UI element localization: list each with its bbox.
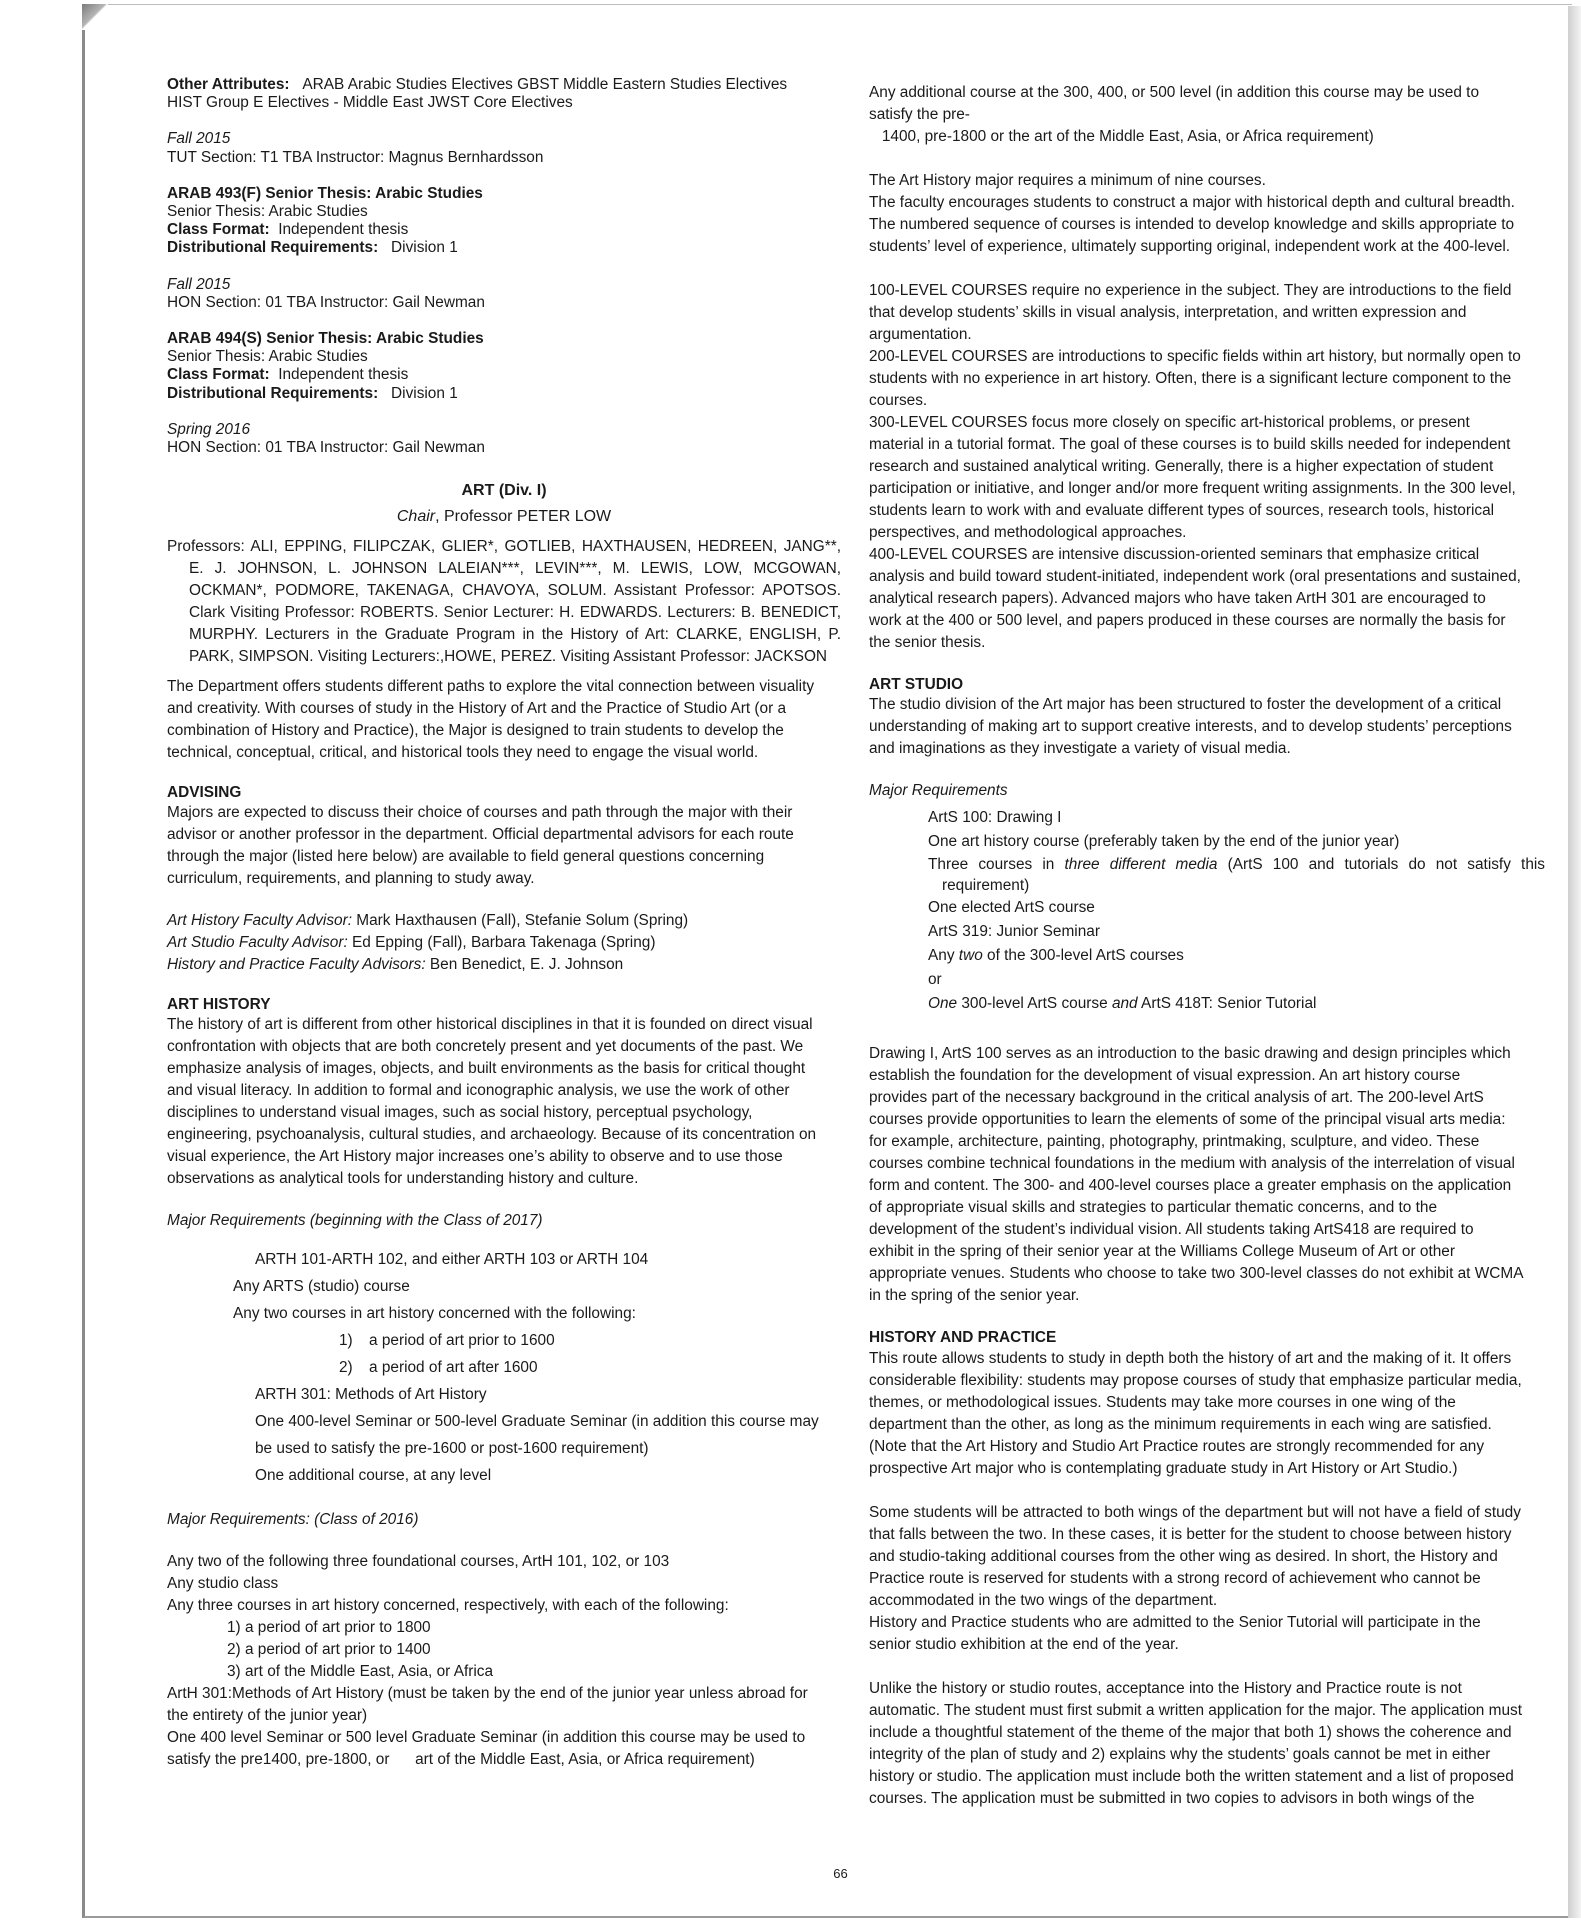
list-item: One 400-level Seminar or 500-level Graduate Seminar (in addition this course may bbox=[255, 1413, 819, 1431]
course-subtitle: Senior Thesis: Arabic Studies bbox=[167, 348, 368, 366]
list-item: ARTH 301: Methods of Art History bbox=[255, 1386, 487, 1404]
section-info: HON Section: 01 TBA Instructor: Gail Newman bbox=[167, 439, 485, 457]
chair-line: Chair, Professor PETER LOW bbox=[396, 508, 612, 526]
page-edge bbox=[1568, 6, 1581, 1918]
list-item: ArtS 319: Junior Seminar bbox=[928, 923, 1100, 941]
history-practice-paragraph: This route allows students to study in depth both the history of art and the making of it. It offers considerable flexibility: students may propose courses of study that emphasize particular media, themes, or methodological issues. Students may take more courses in one wing of the department than the other, as long as the minimum requirements in each wing are satisfied. (Note that the Art History and Studio Art Practice routes are strongly recommended for any prospective Art major who is contemplating graduate study in Art History or Art Studio.) bbox=[869, 1349, 1522, 1477]
list-item: 3) art of the Middle East, Asia, or Africa bbox=[227, 1663, 494, 1681]
list-item: 2) a period of art after 1600 bbox=[339, 1359, 538, 1377]
department-heading: ART (Div. I) bbox=[461, 482, 547, 500]
course-levels-paragraph: 100-LEVEL COURSES require no experience in the subject. They are introductions to the field that develop students’ skills in visual analysis, interpretation, and written expression and argumentation. 200-LEVEL COURSES are introductions to specific fields within art history, but normally open to students with no experience in art history. Often, there is a significant lecture component to the courses. 300-LEVEL COURSES focus more closely on specific art-historical problems, or present material in a tutorial format. The goal of these courses is to build skills needed for independent research and sustained analytical writing. Generally, there is a higher expectation of student participation or initiative, and longer and/or more frequent writing assignments. In the 300 level, students learn to work with and evaluate different types of sources, research tools, historical perspectives, and methodological approaches. 400-LEVEL COURSES are intensive discussion-oriented seminars that emphasize critical analysis and build toward student-initiated, independent work (oral presentations and sustained, analytical research papers). Advanced majors who have taken ArtH 301 are encouraged to work at the 400 or 500 level, and papers produced in these courses are normally the basis for the senior thesis. bbox=[869, 282, 1521, 651]
faculty-list: Professors: ALI, EPPING, FILIPCZAK, GLIER*, GOTLIEB, HAXTHAUSEN, HEDREEN, JANG**, E. J. JOHNSON, L. JOHNSON LALEIAN***, LEVIN***, M. LEWIS, LOW, MCGOWAN, OCKMAN*, PODMORE, TAKENAGA, CHAVOYA, SOLUM. Assistant Professor: APOTSOS. Clark Visiting Professor: ROBERTS. Senior Lecturer: H. EDWARDS. Lecturers: B. BENEDICT, MURPHY. Lecturers in the Graduate Program in the History of Art: CLARKE, ENGLISH, P. PARK, SIMPSON. Visiting Lecturers:,HOWE, PEREZ. Visiting Assistant Professor: JACKSON bbox=[167, 537, 841, 665]
section-heading-history-practice: HISTORY AND PRACTICE bbox=[869, 1329, 1057, 1347]
studio-requirements-list bbox=[869, 806, 1545, 1016]
term-label: Spring 2016 bbox=[167, 420, 251, 438]
left-column bbox=[167, 76, 841, 1771]
history-practice-paragraph-3: Unlike the history or studio routes, acceptance into the History and Practice route is not automatic. The student must first submit a written application for the major. The application must include a thoughtful statement of the theme of the major that both 1) shows the coherence and integrity of the plan of study and 2) explains why the students’ goals cannot be met in either history or studio. The application must include both the written statement and a list of proposed courses. The application must be submitted in two copies to advisors in both wings of the bbox=[869, 1679, 1522, 1807]
page-corner-fold bbox=[82, 4, 108, 30]
class-format: Class Format: Independent thesis bbox=[167, 366, 409, 384]
intro-paragraph: The Department offers students different paths to explore the vital connection between visuality and creativity. With courses of study in the History of Art and the Practice of Studio Art (or a combination of History and Practice), the Major is designed to train students to develop the technical, conceptual, critical, and historical tools they need to engage the visual world. bbox=[167, 677, 815, 761]
requirements-2017-heading: Major Requirements (beginning with the Class of 2017) bbox=[167, 1212, 543, 1230]
list-item: 2) a period of art prior to 1400 bbox=[227, 1641, 431, 1659]
advisor-list bbox=[167, 910, 841, 976]
list-item: ArtS 100: Drawing I bbox=[928, 809, 1062, 827]
list-item: One 400 level Seminar or 500 level Graduate Seminar (in addition this course may be used to bbox=[167, 1729, 806, 1747]
other-attributes-line2: HIST Group E Electives - Middle East JWST Core Electives bbox=[167, 94, 573, 112]
additional-course-paragraph: Any additional course at the 300, 400, or 500 level (in addition this course may be used to satisfy the pre- 1400, pre-1800 or the art of the Middle East, Asia, or Africa requirement) bbox=[869, 84, 1480, 145]
history-practice-paragraph-2: Some students will be attracted to both wings of the department but will not have a field of study that falls between the two. In these cases, it is better for the student to choose between history and studio-taking additional courses from the other wing as desired. In short, the History and Practice route is reserved for students with a strong record of achievement who cannot be accommodated in the two wings of the department. History and Practice students who are admitted to the Senior Tutorial will participate in the senior studio exhibition at the end of the year. bbox=[869, 1503, 1521, 1653]
right-column bbox=[869, 82, 1545, 1810]
dist-req: Distributional Requirements: Division 1 bbox=[167, 384, 458, 402]
advisor-history-practice: History and Practice Faculty Advisors: Ben Benedict, E. J. Johnson bbox=[167, 955, 624, 973]
drawing-paragraph: Drawing I, ArtS 100 serves as an introduction to the basic drawing and design principles which establish the foundation for the development of visual expression. An art history course provides part of the necessary background in the critical analysis of art. The 200-level ArtS courses provide opportunities to learn the elements of some of the principal visual arts media: for example, architecture, painting, photography, printmaking, sculpture, and video. These courses combine technical foundations in the medium with analysis of the interrelation of visual form and content. The 300- and 400-level courses place a greater emphasis on the application of appropriate visual skills and strategies to particular thematic concerns, and to the development of the student’s individual vision. All students taking ArtS418 are required to exhibit in the spring of their senior year at the Williams College Museum of Art or other appropriate venues. Students who choose to take two 300-level classes do not exhibit at WCMA in the spring of the senior year. bbox=[869, 1045, 1524, 1305]
course-subtitle: Senior Thesis: Arabic Studies bbox=[167, 203, 368, 221]
studio-requirements-heading: Major Requirements bbox=[869, 782, 1008, 800]
course-title-arab494: ARAB 494(S) Senior Thesis: Arabic Studies bbox=[167, 330, 484, 348]
advisor-art-studio: Art Studio Faculty Advisor: Ed Epping (Fall), Barbara Takenaga (Spring) bbox=[167, 933, 656, 951]
art-studio-paragraph: The studio division of the Art major has been structured to foster the development of a critical understanding of making art to support creative interests, and to develop students’ perceptions and imaginations as they investigate a variety of visual media. bbox=[869, 696, 1512, 758]
advisor-art-history: Art History Faculty Advisor: Mark Haxthausen (Fall), Stefanie Solum (Spring) bbox=[167, 911, 689, 929]
class-format: Class Format: Independent thesis bbox=[167, 221, 409, 239]
minimum-courses-paragraph: The Art History major requires a minimum of nine courses. The faculty encourages students to construct a major with historical depth and cultural breadth. The numbered sequence of courses is intended to develop knowledge and skills appropriate to students’ level of experience, ultimately supporting original, independent work at the 400-level. bbox=[869, 172, 1515, 255]
section-info: HON Section: 01 TBA Instructor: Gail Newman bbox=[167, 293, 485, 311]
list-item: 1) a period of art prior to 1600 bbox=[339, 1332, 555, 1350]
dist-req: Distributional Requirements: Division 1 bbox=[167, 239, 458, 257]
advising-paragraph: Majors are expected to discuss their choice of courses and path through the major with their advisor or another professor in the department. Official departmental advisors for each route through the major (listed here below) are available to field general questions concerning curriculum, requirements, and planning to study away. bbox=[167, 803, 794, 887]
list-item: Three courses in three different media (ArtS 100 and tutorials do not satisfy this requirement) bbox=[928, 856, 1546, 895]
page-number: 66 bbox=[833, 1866, 848, 1881]
section-heading-advising: ADVISING bbox=[167, 783, 242, 801]
list-item: One art history course (preferably taken by the end of the junior year) bbox=[928, 833, 1400, 851]
requirements-2017-list bbox=[167, 1246, 841, 1489]
term-label: Fall 2015 bbox=[167, 130, 231, 148]
section-info: TUT Section: T1 TBA Instructor: Magnus Bernhardsson bbox=[167, 148, 544, 166]
requirements-2016-heading: Major Requirements: (Class of 2016) bbox=[167, 1511, 419, 1529]
list-item: 1) a period of art prior to 1800 bbox=[227, 1619, 431, 1637]
list-item: ArtH 301:Methods of Art History (must be taken by the end of the junior year unless abroad for bbox=[167, 1685, 808, 1703]
list-item: Any three courses in art history concerned, respectively, with each of the following: bbox=[167, 1597, 729, 1615]
list-item: the entirety of the junior year) bbox=[167, 1707, 368, 1725]
list-item: ARTH 101-ARTH 102, and either ARTH 103 or ARTH 104 bbox=[255, 1251, 649, 1269]
list-item: Any two courses in art history concerned with the following: bbox=[233, 1305, 636, 1323]
list-item: or bbox=[928, 971, 942, 989]
list-item: One elected ArtS course bbox=[928, 899, 1095, 917]
course-title-arab493: ARAB 493(F) Senior Thesis: Arabic Studies bbox=[167, 184, 483, 202]
list-item: Any studio class bbox=[167, 1575, 279, 1593]
list-item: Any ARTS (studio) course bbox=[233, 1278, 410, 1296]
term-label: Fall 2015 bbox=[167, 275, 231, 293]
list-item: Any two of the 300-level ArtS courses bbox=[928, 947, 1184, 965]
list-item: One additional course, at any level bbox=[255, 1467, 492, 1485]
list-item: be used to satisfy the pre-1600 or post-1600 requirement) bbox=[255, 1440, 649, 1458]
art-history-paragraph: The history of art is different from other historical disciplines in that it is founded on direct visual confrontation with objects that are both concretely present and yet documents of the past. We emphasize analysis of images, objects, and built environments as the basis for critical thought and visual literacy. In addition to formal and iconographic analysis, we use the work of other disciplines to understand visual images, such as social history, perceptual psychology, engineering, psychoanalysis, cultural studies, and archaeology. Because of its concentration on visual experience, the Art History major increases one’s ability to observe and to use those observations as analytical tools for understanding history and culture. bbox=[167, 1016, 817, 1188]
list-item: Any two of the following three foundational courses, ArtH 101, 102, or 103 bbox=[167, 1553, 670, 1571]
section-heading-art-history: ART HISTORY bbox=[167, 995, 271, 1013]
list-item: satisfy the pre1400, pre-1800, or art of the Middle East, Asia, or Africa requirement) bbox=[167, 1751, 755, 1769]
other-attributes: Other Attributes: ARAB Arabic Studies Electives GBST Middle Eastern Studies Electives bbox=[167, 76, 788, 93]
requirements-2016-list bbox=[167, 1551, 841, 1771]
list-item: One 300-level ArtS course and ArtS 418T: Senior Tutorial bbox=[928, 995, 1317, 1013]
section-heading-art-studio: ART STUDIO bbox=[869, 676, 964, 693]
